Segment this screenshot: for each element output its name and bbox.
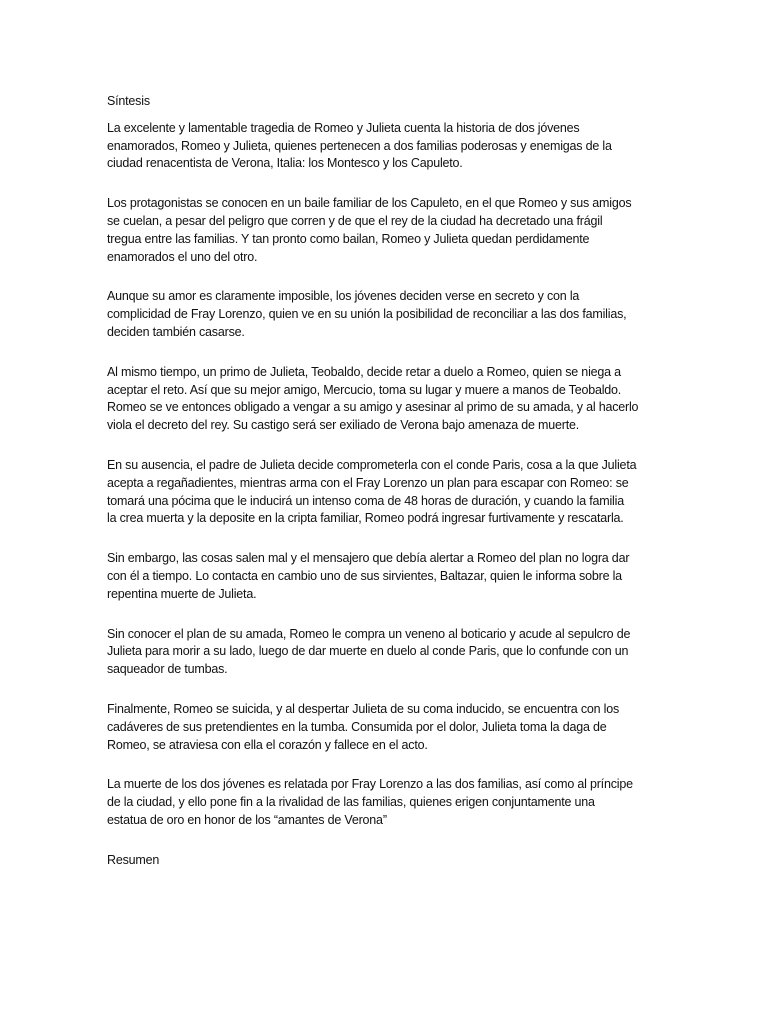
paragraph-9	[107, 776, 707, 829]
paragraph-line: acepta a regañadientes, mientras arma con el Fray Lorenzo un plan para escapar con Romeo: se	[107, 475, 629, 490]
paragraph-line: deciden también casarse.	[107, 324, 245, 339]
paragraph-line: La muerte de los dos jóvenes es relatada por Fray Lorenzo a las dos familias, así como al príncipe	[107, 777, 633, 792]
paragraph-line: enamorados, Romeo y Julieta, quienes pertenecen a dos familias poderosas y enemigas de la	[107, 138, 612, 153]
paragraph-line: Sin conocer el plan de su amada, Romeo le compra un veneno al boticario y acude al sepulcro de	[107, 626, 631, 641]
paragraph-line: la crea muerta y la deposite en la cripta familiar, Romeo podrá ingresar furtivamente y rescatarla.	[107, 511, 624, 526]
paragraph-3	[107, 288, 707, 341]
paragraph-line: En su ausencia, el padre de Julieta decide comprometerla con el conde Paris, cosa a la que Julieta	[107, 457, 637, 472]
paragraph-line: viola el decreto del rey. Su castigo será ser exiliado de Verona bajo amenaza de muerte.	[107, 418, 580, 433]
paragraph-6	[107, 550, 707, 603]
paragraph-line: Al mismo tiempo, un primo de Julieta, Teobaldo, decide retar a duelo a Romeo, quien se niega a	[107, 364, 621, 379]
paragraph-line: Romeo se ve entonces obligado a vengar a su amigo y asesinar al primo de su amada, y al hacerlo	[107, 400, 639, 415]
paragraph-line: Sin embargo, las cosas salen mal y el mensajero que debía alertar a Romeo del plan no logra dar	[107, 551, 630, 566]
document-body	[107, 93, 707, 870]
paragraph-line: Los protagonistas se conocen en un baile familiar de los Capuleto, en el que Romeo y sus amigos	[107, 196, 632, 211]
paragraph-line: tomará una pócima que le inducirá un intenso coma de 48 horas de duración, y cuando la familia	[107, 493, 624, 508]
paragraph-5	[107, 457, 707, 528]
paragraph-line: Romeo, se atraviesa con ella el corazón y fallece en el acto.	[107, 737, 428, 752]
paragraph-line: aceptar el reto. Así que su mejor amigo, Mercucio, toma su lugar y muere a manos de Teobaldo.	[107, 382, 622, 397]
paragraph-line: Aunque su amor es claramente imposible, los jóvenes deciden verse en secreto y con la	[107, 289, 580, 304]
paragraph-line: tregua entre las familias. Y tan pronto como bailan, Romeo y Julieta quedan perdidamente	[107, 231, 590, 246]
paragraph-line: estatua de oro en honor de los “amantes de Verona”	[107, 812, 387, 827]
paragraph-2	[107, 195, 707, 266]
paragraph-line: La excelente y lamentable tragedia de Romeo y Julieta cuenta la historia de dos jóvenes	[107, 120, 580, 135]
paragraph-4	[107, 364, 707, 435]
paragraph-line: Julieta para morir a su lado, luego de dar muerte en duelo al conde Paris, que lo confunde con un	[107, 644, 629, 659]
paragraph-1	[107, 120, 707, 173]
section-heading-sintesis: Síntesis	[107, 94, 150, 108]
paragraph-line: saqueador de tumbas.	[107, 662, 228, 677]
paragraph-7	[107, 626, 707, 679]
paragraph-line: complicidad de Fray Lorenzo, quien ve en su unión la posibilidad de reconciliar a las dos familias,	[107, 307, 627, 322]
paragraph-line: repentina muerte de Julieta.	[107, 586, 257, 601]
paragraph-line: Finalmente, Romeo se suicida, y al despertar Julieta de su coma inducido, se encuentra con los	[107, 701, 620, 716]
paragraph-line: con él a tiempo. Lo contacta en cambio uno de sus sirvientes, Baltazar, quien le informa sobre la	[107, 568, 622, 583]
paragraph-line: se cuelan, a pesar del peligro que corren y de que el rey de la ciudad ha decretado una frágil	[107, 213, 603, 228]
section-heading-resumen: Resumen	[107, 852, 160, 867]
paragraph-line: ciudad renacentista de Verona, Italia: los Montesco y los Capuleto.	[107, 156, 463, 171]
paragraph-line: cadáveres de sus pretendientes en la tumba. Consumida por el dolor, Julieta toma la daga de	[107, 719, 607, 734]
paragraph-line: de la ciudad, y ello pone fin a la rivalidad de las familias, quienes erigen conjuntamente una	[107, 795, 595, 810]
paragraph-8	[107, 701, 707, 754]
paragraph-line: enamorados el uno del otro.	[107, 249, 258, 264]
